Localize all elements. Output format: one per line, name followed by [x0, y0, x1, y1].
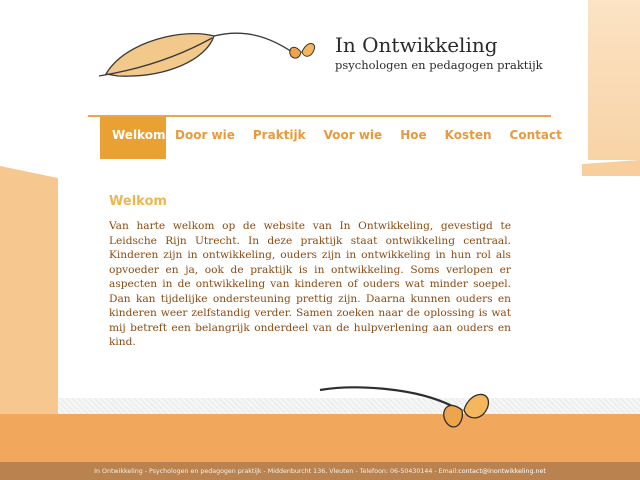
footer: [0, 462, 640, 480]
page-title: Welkom: [109, 194, 167, 209]
nav-hoe[interactable]: Hoe: [400, 128, 427, 142]
butterfly-icon: [316, 382, 496, 432]
footer-text: In Ontwikkeling - Psychologen en pedagogen praktijk - Middenburcht 136, Vleuten - Telefoon: 06-50430144 - Email:: [94, 467, 459, 475]
brand-title: In Ontwikkeling: [335, 33, 498, 57]
nav-praktijk[interactable]: Praktijk: [252, 128, 306, 142]
welcome-text: Van harte welkom op de website van In Ontwikkeling, gevestigd te Leidsche Rijn Utrecht. In deze praktijk staat ontwikkeling centraal. Kinderen zijn in ontwikkeling, ouders zijn in ontwikkeling in hun rol als opvoeder en ja, ook de praktijk is in ontwikkeling. Soms verlopen er aspecten in de ontwikkeling van kinderen of ouders wat minder soepel. Dan kan tijdelijke ondersteuning prettig zijn. Daarna kunnen ouders en kinderen weer zelfstandig verder. Samen zoeken naar de oplossing is wat mij betreft een belangrijk onderdeel van de hulpverlening aan ouders en kind.: [109, 220, 511, 348]
brand-subtitle: psychologen en pedagogen praktijk: [335, 58, 543, 72]
nav-contact[interactable]: Contact: [509, 128, 562, 142]
nav-welkom[interactable]: Welkom: [100, 117, 166, 159]
footer-email-link[interactable]: contact@inontwikkeling.net: [458, 467, 546, 475]
nav-kosten[interactable]: Kosten: [444, 128, 492, 142]
nav-voor-wie[interactable]: Voor wie: [323, 128, 383, 142]
butterfly-icon: [287, 38, 319, 62]
main-nav: [100, 117, 571, 157]
nav-door-wie[interactable]: Door wie: [175, 128, 235, 142]
